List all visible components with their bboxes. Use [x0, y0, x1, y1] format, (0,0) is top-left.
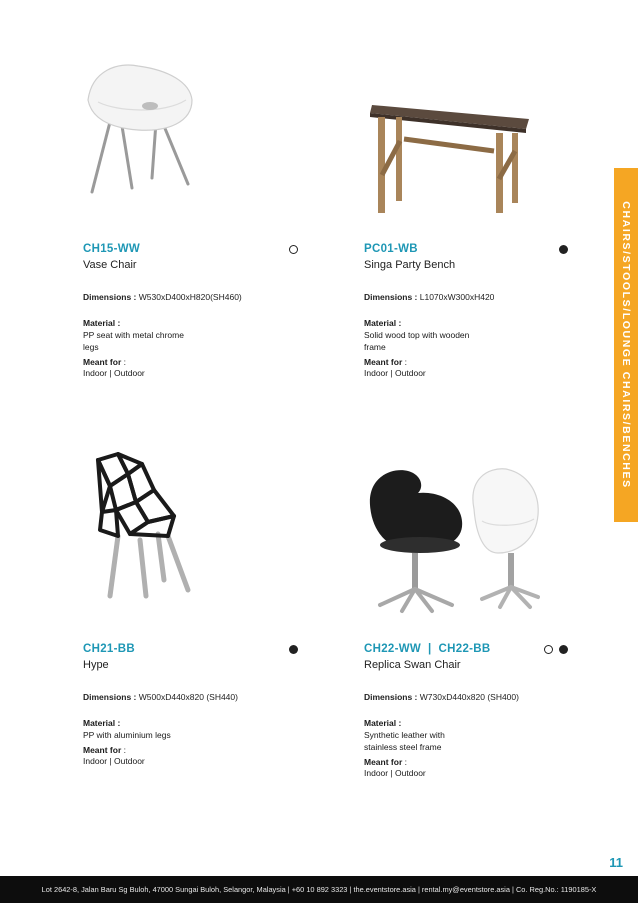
white-color-dot-icon [289, 245, 298, 254]
product-name: Hype [83, 659, 109, 671]
material-value: PP with aluminium legs [83, 730, 171, 740]
product-dimensions [364, 692, 568, 702]
product-code: PC01-WB [364, 243, 418, 255]
meant-for-value: Indoor | Outdoor [364, 768, 426, 778]
meant-for-row [83, 745, 298, 755]
meant-for-separator: : [404, 357, 407, 367]
color-swatches [559, 245, 568, 254]
product-dimensions [83, 692, 298, 702]
black-color-dot-icon [559, 645, 568, 654]
hype-chair-image [88, 450, 200, 600]
dimensions-label: Dimensions : [364, 692, 418, 702]
meant-for-separator: : [123, 745, 126, 755]
meant-for-label: Meant for [364, 357, 403, 367]
party-bench-image [364, 95, 534, 215]
white-color-dot-icon [544, 645, 553, 654]
meant-for-label: Meant for [83, 357, 122, 367]
swan-chair-image [362, 465, 540, 615]
product-name: Vase Chair [83, 259, 137, 271]
dimensions-value: W500xD440x820 (SH440) [138, 692, 238, 702]
meant-for-label: Meant for [83, 745, 122, 755]
color-swatches [544, 645, 568, 654]
dimensions-value: L1070xW300xH420 [419, 292, 495, 302]
meant-for-value: Indoor | Outdoor [83, 756, 145, 766]
black-color-dot-icon [559, 245, 568, 254]
material-value: Synthetic leather with stainless steel frame [364, 730, 445, 752]
meant-for-row [364, 757, 568, 767]
meant-for-value: Indoor | Outdoor [83, 368, 145, 378]
category-side-tab [614, 168, 638, 522]
product-dimensions [364, 292, 568, 302]
meant-for-row [83, 357, 298, 367]
material-label: Material : [364, 318, 402, 328]
meant-for-separator: : [404, 757, 407, 767]
material-value: Solid wood top with wooden frame [364, 330, 470, 352]
material-label: Material : [83, 318, 121, 328]
footer-contact-bar: Lot 2642-8, Jalan Baru Sg Buloh, 47000 Sungai Buloh, Selangor, Malaysia | +60 10 892 3323 | the.eventstore.asia | rental.my@eventstore.asia | Co. Reg.No.: 1190185-X [0, 876, 638, 903]
product-dimensions [83, 292, 298, 302]
product-code: CH15-WW [83, 243, 141, 255]
page-number: 11 [609, 855, 623, 870]
category-label: CHAIRS/STOOLS/LOUNGE CHAIRS/BENCHES [620, 201, 632, 489]
product-pc01-wb [364, 242, 568, 378]
black-color-dot-icon [289, 645, 298, 654]
product-ch22 [364, 642, 568, 778]
meant-for-row [364, 357, 568, 367]
dimensions-label: Dimensions : [83, 292, 137, 302]
product-name: Replica Swan Chair [364, 659, 461, 671]
material-value: PP seat with metal chrome legs [83, 330, 184, 352]
product-ch15-ww [83, 242, 298, 378]
product-name: Singa Party Bench [364, 259, 456, 271]
material-label: Material : [364, 718, 402, 728]
color-swatches [289, 245, 298, 254]
color-swatches [289, 645, 298, 654]
meant-for-separator: : [123, 357, 126, 367]
dimensions-value: W530xD400xH820(SH460) [138, 292, 242, 302]
meant-for-value: Indoor | Outdoor [364, 368, 426, 378]
vase-chair-image [78, 60, 203, 195]
product-code: CH21-BB [83, 643, 135, 655]
dimensions-label: Dimensions : [83, 692, 137, 702]
dimensions-label: Dimensions : [364, 292, 418, 302]
product-code: CH22-WW | CH22-BB [364, 643, 491, 655]
meant-for-label: Meant for [364, 757, 403, 767]
material-label: Material : [83, 718, 121, 728]
dimensions-value: W730xD440x820 (SH400) [419, 692, 519, 702]
product-ch21-bb [83, 642, 298, 766]
